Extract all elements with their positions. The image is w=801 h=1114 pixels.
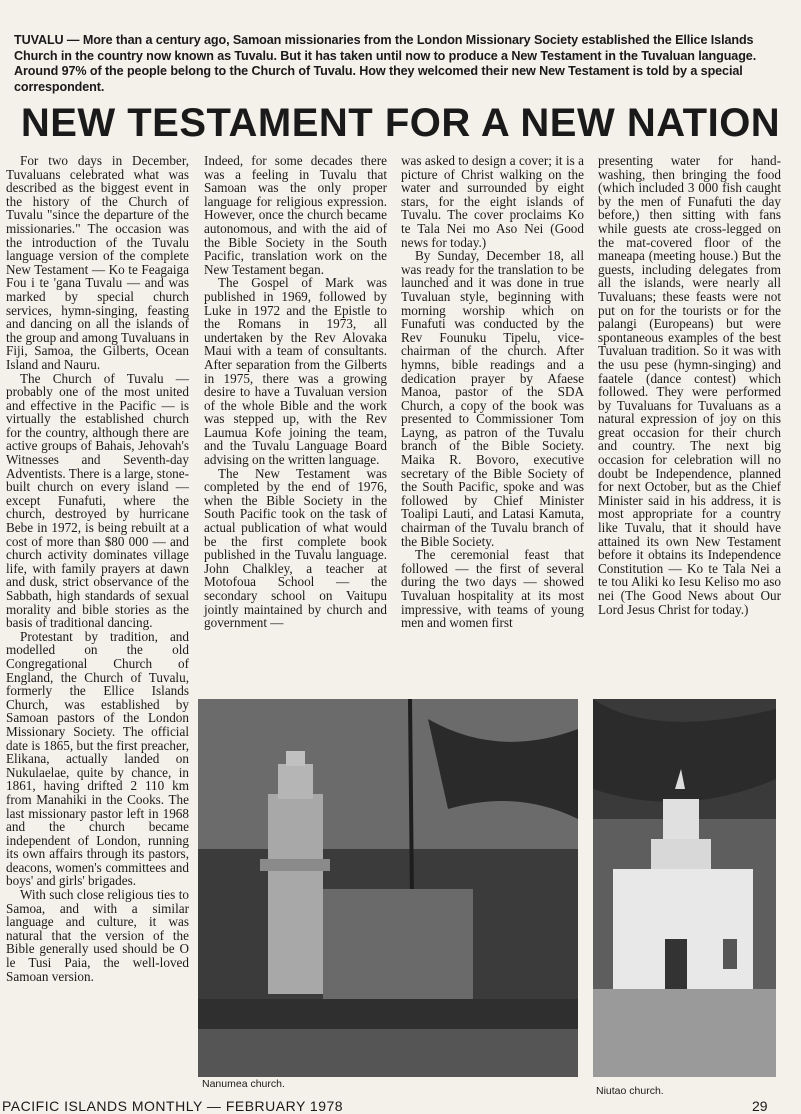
church-photo [593, 699, 776, 1077]
niutao-church-photo [593, 699, 776, 1077]
photo-caption-nanumea: Nanumea church. [202, 1078, 285, 1090]
paragraph: By Sunday, December 18, all was ready for the translation to be launched and it was done in true Tuvaluan style, beginning with morning worship which on Funafuti was conducted by the Rev Founuku Tipelu, vice-chairman of the church. After hymns, bible readings and a dedication prayer by Afaese Manoa, pastor of the SDA Church, a copy of the book was presented to Commissioner Tom Layng, as patron of the Tuvalu branch of the Bible Society. Maika R. Bovoro, executive secretary of the Bible Society of the South Pacific, spoke and was followed by Chief Minister Toalipi Lauti, and Latasi Kamuta, chairman of the Tuvalu branch of the Bible Society. [401, 248, 584, 549]
church-tower-photo [198, 699, 578, 1077]
paragraph: For two days in December, Tuvaluans celebrated what was described as the biggest event in the history of the Church of Tuvalu "since the departure of the missionaries." The occasion was the introduction of the Tuvalu language version of the complete New Testament — Ko te Feagaiga Fou i te 'gana Tuvalu — and was marked by special church services, hymn-singing, feasting and dancing on all the islands of the group and among Tuvaluans in Fiji, Samoa, the Gilberts, Ocean Island and Nauru. [6, 153, 189, 372]
paragraph: The ceremonial feast that followed — the first of several during the two days — showed Tuvaluan hospitality at its most impressive, with teams of young men and women first [401, 547, 584, 631]
page-number: 29 [752, 1098, 768, 1114]
publication-footer: PACIFIC ISLANDS MONTHLY — FEBRUARY 1978 [2, 1098, 344, 1114]
paragraph: The Gospel of Mark was published in 1969, followed by Luke in 1972 and the Epistle to the Romans in 1973, all undertaken by the Rev Alovaka Maui with a team of consultants. After separation from the Gilberts in 1975, there was a growing desire to have a Tuvaluan version of the whole Bible and the work was stepped up, with the Rev Laumua Kofe joining the team, and the Tuvalu Language Board advising on the written language. [204, 275, 387, 468]
article-column-2 [204, 154, 387, 630]
paragraph: The Church of Tuvalu — probably one of the most united and effective in the Pacific — is virtually the established church for the country, although there are active groups of Bahais, Jehovah's Witnesses and Seventh-day Adventists. There is a large, stone-built church on every island — except Funafuti, where the church, destroyed by hurricane Bebe in 1972, is being rebuilt at a cost of more than $80 000 — and church activity dominates village life, with family prayers at dawn and dusk, strict observance of the Sabbath, high standards of sexual morality and bible stories as the basis of traditional dancing. [6, 370, 189, 631]
headline: NEW TESTAMENT FOR A NEW NATION [20, 101, 781, 145]
paragraph: was asked to design a cover; it is a picture of Christ walking on the water and surrounded by eight stars, for the eight islands of Tuvalu. The cover proclaims Ko te Tala Nei mo Aso Nei (Good news for today.) [401, 153, 584, 250]
paragraph: With such close religious ties to Samoa, and with a similar language and culture, it was natural that the version of the Bible generally used should be O le Tusi Paia, the well-loved Samoan version. [6, 887, 189, 984]
photo-caption-niutao: Niutao church. [596, 1085, 664, 1097]
article-column-1 [6, 154, 189, 983]
paragraph: presenting water for hand-washing, then bringing the food (which included 3 000 fish caught by the men of Funafuti the day before,) then sitting with fans while guests ate cross-legged on the mat-covered floor of the maneapa (meeting house.) But the guests, including delegates from all the islands, were nearly all Tuvaluans; these feasts were not put on for the tourists or for the palangi (Europeans) but were spontaneous examples of the best Tuvaluan tradition. So it was with the usu pese (hymn-singing) and faatele (dance contest) which followed. They were performed by Tuvaluans for Tuvaluans as a natural expression of joy on this great occasion for their church and country. The next big occasion for celebration will no doubt be Independence, planned for next October, but as the Chief Minister said in his address, it is most appropriate for a country like Tuvalu, that it should have attained its own New Testament before it obtains its Independence Constitution — Ko te Tala Nei a te tou Aliki ko Iesu Keliso mo aso nei (The Good News about Our Lord Jesus Christ for today.) [598, 153, 781, 617]
article-column-3 [401, 154, 584, 630]
paragraph: Indeed, for some decades there was a feeling in Tuvalu that Samoan was the only proper language for religious expression. However, once the church became autonomous, and with the aid of the Bible Society in the South Pacific, translation work on the New Testament began. [204, 153, 387, 277]
paragraph: The New Testament was completed by the end of 1976, when the Bible Society in the South Pacific took on the task of actual publication of what would be the first complete book published in the Tuvalu language. John Chalkley, a teacher at Motofoua School — the secondary school on Vaitupu jointly maintained by church and government — [204, 465, 387, 631]
nanumea-church-photo [198, 699, 578, 1077]
article-column-4 [598, 154, 781, 616]
intro-standfirst: TUVALU — More than a century ago, Samoan missionaries from the London Missionary Society established the Ellice Islands Church in the country now known as Tuvalu. But it has taken until now to produce a New Testament in the Tuvaluan language. Around 97% of the people belong to the Church of Tuvalu. How they welcomed their new New Testament is told by a special correspondent. [14, 33, 757, 94]
paragraph: Protestant by tradition, and modelled on the old Congregational Church of England, the Church of Tuvalu, formerly the Ellice Islands Church, was established by Samoan pastors of the London Missionary Society. The official date is 1865, but the first preacher, Elikana, actually landed on Nukulaelae, quite by chance, in 1861, having drifted 2 110 km from Manahiki in the Cooks. The last missionary pastor left in 1968 and the church became independent of London, running its own affairs through its pastors, deacons, women's committees and boys' and girls' brigades. [6, 628, 189, 889]
